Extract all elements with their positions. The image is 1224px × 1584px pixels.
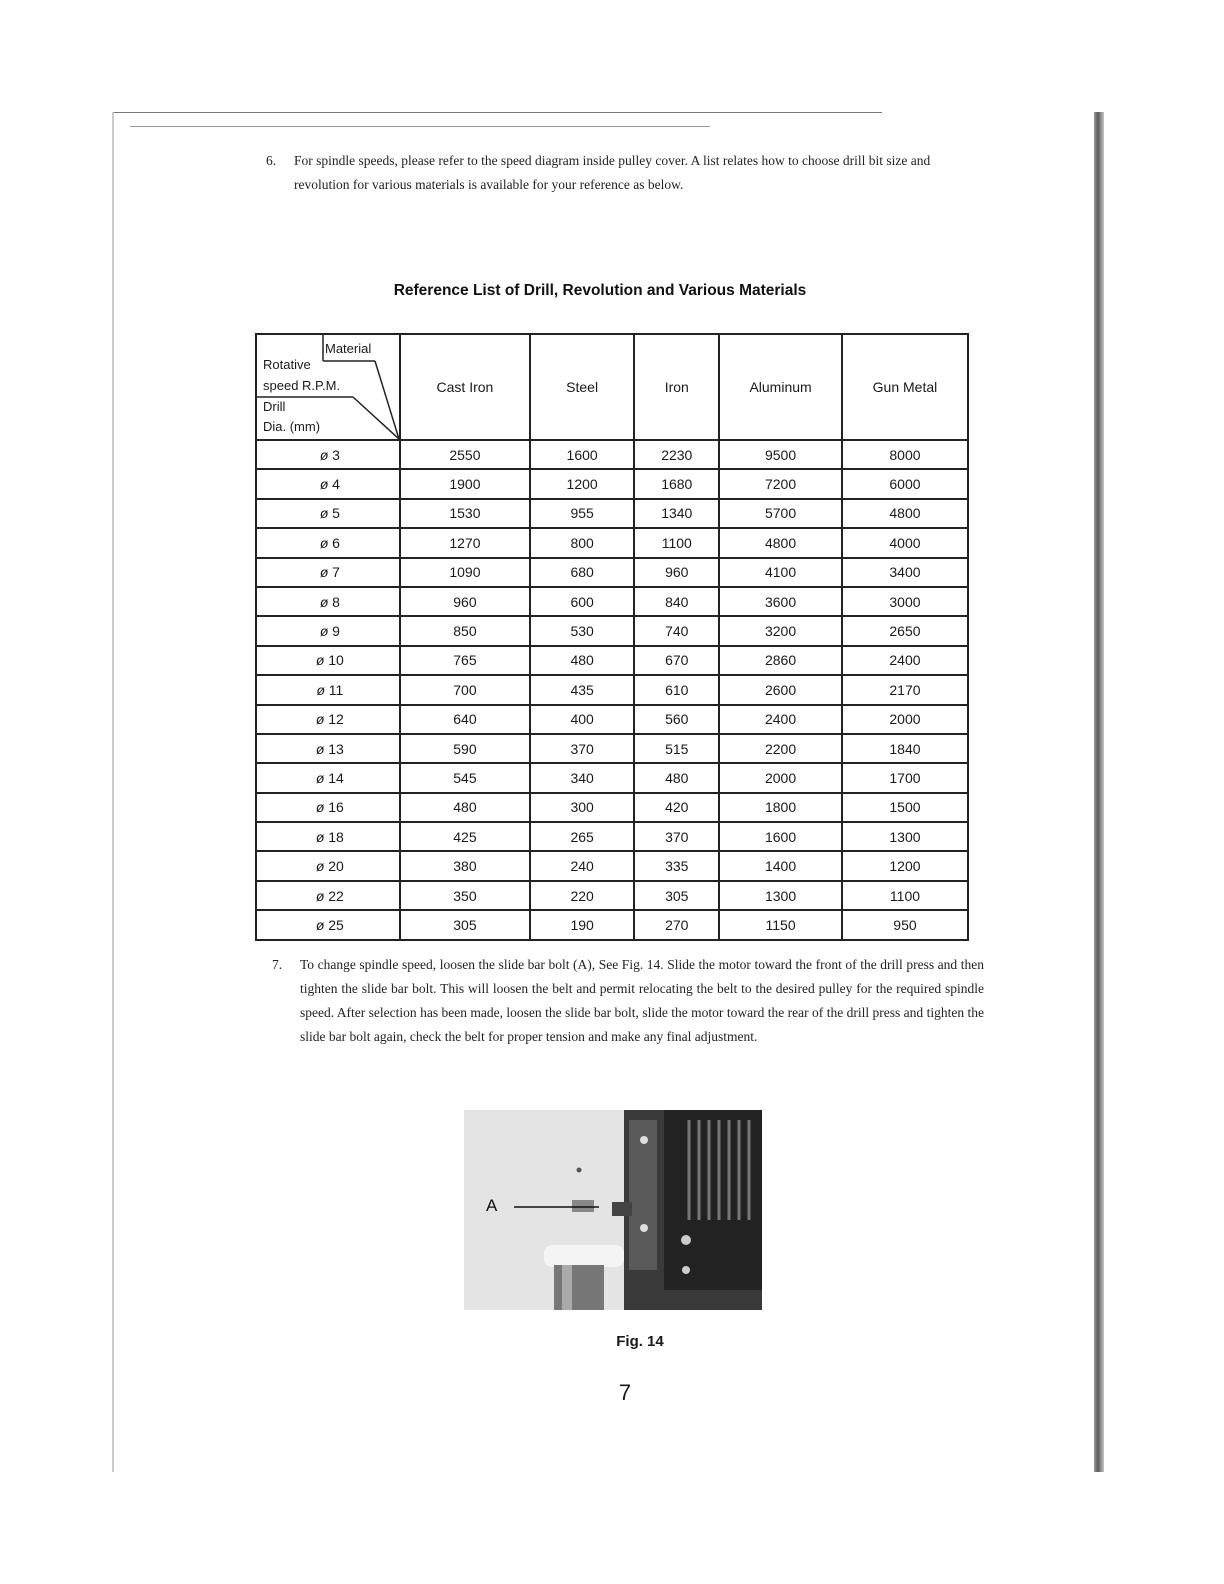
diameter-icon: ø — [315, 858, 325, 875]
rpm-cell: 6000 — [842, 469, 968, 498]
item-text: To change spindle speed, loosen the slide bar bolt (A), See Fig. 14. Slide the motor toward the front of the drill press and then tighten the slide bar bolt. This will loosen the belt and permit relocating the belt to the desired pulley for the required spindle speed. After selection has been made, loosen the slide bar bolt, slide the motor toward the rear of the drill press and tighten the slide bar bolt again, check the belt for proper tension and make any final adjustment. — [300, 957, 984, 1044]
drill-diameter-value: 18 — [328, 828, 344, 845]
rpm-cell: 3200 — [719, 616, 842, 645]
drill-diameter-cell — [256, 763, 400, 792]
rpm-cell: 305 — [634, 881, 719, 910]
rpm-cell: 2170 — [842, 675, 968, 704]
column-header: Aluminum — [719, 334, 842, 440]
diameter-icon: ø — [315, 828, 325, 845]
rpm-cell: 480 — [530, 646, 634, 675]
diameter-icon: ø — [315, 887, 325, 904]
table-row — [256, 793, 968, 822]
rpm-cell: 960 — [634, 558, 719, 587]
top-rule — [112, 112, 882, 113]
diameter-icon: ø — [315, 799, 325, 816]
drill-diameter-cell — [256, 558, 400, 587]
rpm-cell: 600 — [530, 587, 634, 616]
drill-diameter-value: 11 — [328, 681, 344, 698]
corner-label-speed: speed R.P.M. — [263, 378, 341, 393]
rpm-cell: 1530 — [400, 499, 530, 528]
drill-diameter-value: 9 — [332, 623, 340, 640]
table-row — [256, 734, 968, 763]
rpm-cell: 2400 — [842, 646, 968, 675]
rpm-cell: 425 — [400, 822, 530, 851]
item-number: 6. — [266, 153, 277, 168]
rpm-cell: 3000 — [842, 587, 968, 616]
rpm-cell: 420 — [634, 793, 719, 822]
rpm-cell: 640 — [400, 705, 530, 734]
rpm-cell: 7200 — [719, 469, 842, 498]
table-row — [256, 646, 968, 675]
table-row — [256, 910, 968, 939]
rpm-cell: 700 — [400, 675, 530, 704]
drill-diameter-cell — [256, 822, 400, 851]
table-title: Reference List of Drill, Revolution and Various Materials — [393, 282, 807, 299]
rpm-cell: 1090 — [400, 558, 530, 587]
rpm-cell: 1100 — [634, 528, 719, 557]
drill-diameter-cell — [256, 499, 400, 528]
rpm-cell: 1400 — [719, 851, 842, 880]
table-header-row — [256, 334, 968, 440]
rpm-cell: 1300 — [842, 822, 968, 851]
rpm-cell: 370 — [530, 734, 634, 763]
table-row — [256, 705, 968, 734]
drill-diameter-cell — [256, 734, 400, 763]
drill-diameter-value: 10 — [328, 652, 344, 669]
table-row — [256, 499, 968, 528]
corner-label-rotative: Rotative — [263, 357, 311, 372]
rpm-cell: 1270 — [400, 528, 530, 557]
table-row — [256, 440, 968, 469]
table-row — [256, 675, 968, 704]
figure-caption: Fig. 14 — [616, 1333, 664, 1350]
rpm-cell: 480 — [634, 763, 719, 792]
rpm-cell: 2000 — [719, 763, 842, 792]
drill-diameter-cell — [256, 793, 400, 822]
drill-diameter-cell — [256, 469, 400, 498]
rpm-cell: 680 — [530, 558, 634, 587]
rpm-cell: 1800 — [719, 793, 842, 822]
table-row — [256, 469, 968, 498]
rpm-cell: 265 — [530, 822, 634, 851]
drill-diameter-value: 20 — [328, 858, 344, 875]
drill-diameter-value: 13 — [328, 740, 344, 757]
column-header: Steel — [530, 334, 634, 440]
diameter-icon: ø — [315, 769, 325, 786]
rpm-cell: 955 — [530, 499, 634, 528]
rpm-cell: 190 — [530, 910, 634, 939]
rpm-cell: 1600 — [530, 440, 634, 469]
rpm-cell: 950 — [842, 910, 968, 939]
table-row — [256, 763, 968, 792]
diameter-icon: ø — [319, 446, 329, 463]
rpm-cell: 220 — [530, 881, 634, 910]
drill-diameter-cell — [256, 881, 400, 910]
rpm-cell: 350 — [400, 881, 530, 910]
figure-photo — [464, 1110, 762, 1310]
diameter-icon: ø — [319, 593, 329, 610]
drill-diameter-value: 16 — [328, 799, 344, 816]
rpm-cell: 400 — [530, 705, 634, 734]
rpm-cell: 340 — [530, 763, 634, 792]
rpm-cell: 270 — [634, 910, 719, 939]
rpm-cell: 1700 — [842, 763, 968, 792]
rpm-cell: 300 — [530, 793, 634, 822]
rpm-cell: 2650 — [842, 616, 968, 645]
rpm-cell: 4000 — [842, 528, 968, 557]
rpm-cell: 1200 — [530, 469, 634, 498]
diameter-icon: ø — [319, 623, 329, 640]
rpm-cell: 1840 — [842, 734, 968, 763]
rpm-cell: 740 — [634, 616, 719, 645]
rpm-cell: 4800 — [719, 528, 842, 557]
rpm-cell: 850 — [400, 616, 530, 645]
table-row — [256, 587, 968, 616]
rpm-cell: 670 — [634, 646, 719, 675]
drill-diameter-cell — [256, 616, 400, 645]
rpm-cell: 530 — [530, 616, 634, 645]
rpm-cell: 2550 — [400, 440, 530, 469]
rpm-cell: 1100 — [842, 881, 968, 910]
drill-diameter-cell — [256, 528, 400, 557]
diameter-icon: ø — [319, 476, 329, 493]
corner-header-cell — [256, 334, 400, 440]
column-header: Iron — [634, 334, 719, 440]
rpm-cell: 2600 — [719, 675, 842, 704]
column-header: Cast Iron — [400, 334, 530, 440]
instruction-item-7 — [272, 953, 984, 1049]
diameter-icon: ø — [319, 564, 329, 581]
table-row — [256, 616, 968, 645]
rpm-cell: 610 — [634, 675, 719, 704]
drill-diameter-value: 6 — [332, 534, 340, 551]
diameter-icon: ø — [315, 740, 325, 757]
drill-diameter-value: 8 — [332, 593, 340, 610]
corner-label-material: Material — [325, 341, 372, 356]
rpm-cell: 2000 — [842, 705, 968, 734]
rpm-cell: 960 — [400, 587, 530, 616]
drill-press-photo — [464, 1110, 762, 1310]
rpm-cell: 240 — [530, 851, 634, 880]
rpm-cell: 590 — [400, 734, 530, 763]
rpm-cell: 5700 — [719, 499, 842, 528]
rpm-cell: 370 — [634, 822, 719, 851]
rpm-cell: 9500 — [719, 440, 842, 469]
rpm-cell: 4800 — [842, 499, 968, 528]
drill-diameter-value: 12 — [328, 711, 344, 728]
table-row — [256, 558, 968, 587]
page-number: 7 — [618, 1380, 632, 1405]
rpm-cell: 2400 — [719, 705, 842, 734]
rpm-cell: 4100 — [719, 558, 842, 587]
rpm-cell: 305 — [400, 910, 530, 939]
rpm-cell: 335 — [634, 851, 719, 880]
rpm-cell: 8000 — [842, 440, 968, 469]
drill-diameter-cell — [256, 587, 400, 616]
table-body — [256, 440, 968, 940]
drill-diameter-value: 5 — [332, 505, 340, 522]
rpm-cell: 765 — [400, 646, 530, 675]
rpm-cell: 2230 — [634, 440, 719, 469]
rpm-cell: 560 — [634, 705, 719, 734]
diameter-icon: ø — [315, 711, 325, 728]
table-row — [256, 851, 968, 880]
drill-diameter-cell — [256, 851, 400, 880]
drill-diameter-cell — [256, 646, 400, 675]
drill-diameter-cell — [256, 705, 400, 734]
drill-diameter-cell — [256, 910, 400, 939]
diameter-icon: ø — [319, 505, 329, 522]
top-rule-secondary — [130, 126, 710, 127]
table-row — [256, 528, 968, 557]
rpm-cell: 480 — [400, 793, 530, 822]
drill-diameter-value: 3 — [332, 446, 340, 463]
diameter-icon: ø — [315, 652, 325, 669]
rpm-cell: 1300 — [719, 881, 842, 910]
table-row — [256, 822, 968, 851]
item-text: For spindle speeds, please refer to the speed diagram inside pulley cover. A list relates how to choose drill bit size and revolution for various materials is available for your reference as below. — [294, 153, 931, 192]
rpm-cell: 1900 — [400, 469, 530, 498]
instruction-item-6 — [266, 149, 974, 197]
rpm-cell: 515 — [634, 734, 719, 763]
drill-diameter-value: 22 — [328, 887, 344, 904]
drill-diameter-cell — [256, 675, 400, 704]
corner-label-dia: Dia. (mm) — [263, 419, 321, 434]
callout-label-a: A — [486, 1196, 498, 1215]
rpm-cell: 1600 — [719, 822, 842, 851]
rpm-cell: 3400 — [842, 558, 968, 587]
drill-diameter-value: 4 — [332, 476, 340, 493]
rpm-cell: 1500 — [842, 793, 968, 822]
rpm-cell: 800 — [530, 528, 634, 557]
rpm-cell: 1150 — [719, 910, 842, 939]
rpm-cell: 2200 — [719, 734, 842, 763]
binding-shadow — [1094, 112, 1104, 1472]
diameter-icon: ø — [316, 681, 325, 698]
rpm-cell: 435 — [530, 675, 634, 704]
diameter-icon: ø — [319, 534, 329, 551]
rpm-cell: 3600 — [719, 587, 842, 616]
diameter-icon: ø — [315, 916, 325, 933]
rpm-cell: 1340 — [634, 499, 719, 528]
rpm-cell: 2860 — [719, 646, 842, 675]
rpm-cell: 1680 — [634, 469, 719, 498]
rpm-cell: 545 — [400, 763, 530, 792]
drill-speed-table — [255, 333, 969, 941]
left-page-edge — [112, 112, 114, 1472]
rpm-cell: 1200 — [842, 851, 968, 880]
drill-diameter-value: 14 — [328, 769, 344, 786]
drill-diameter-value: 25 — [328, 916, 344, 933]
item-number: 7. — [272, 957, 283, 972]
corner-label-drill: Drill — [263, 399, 286, 414]
drill-diameter-cell — [256, 440, 400, 469]
column-header: Gun Metal — [842, 334, 968, 440]
rpm-cell: 840 — [634, 587, 719, 616]
rpm-cell: 380 — [400, 851, 530, 880]
drill-diameter-value: 7 — [332, 564, 340, 581]
table-row — [256, 881, 968, 910]
